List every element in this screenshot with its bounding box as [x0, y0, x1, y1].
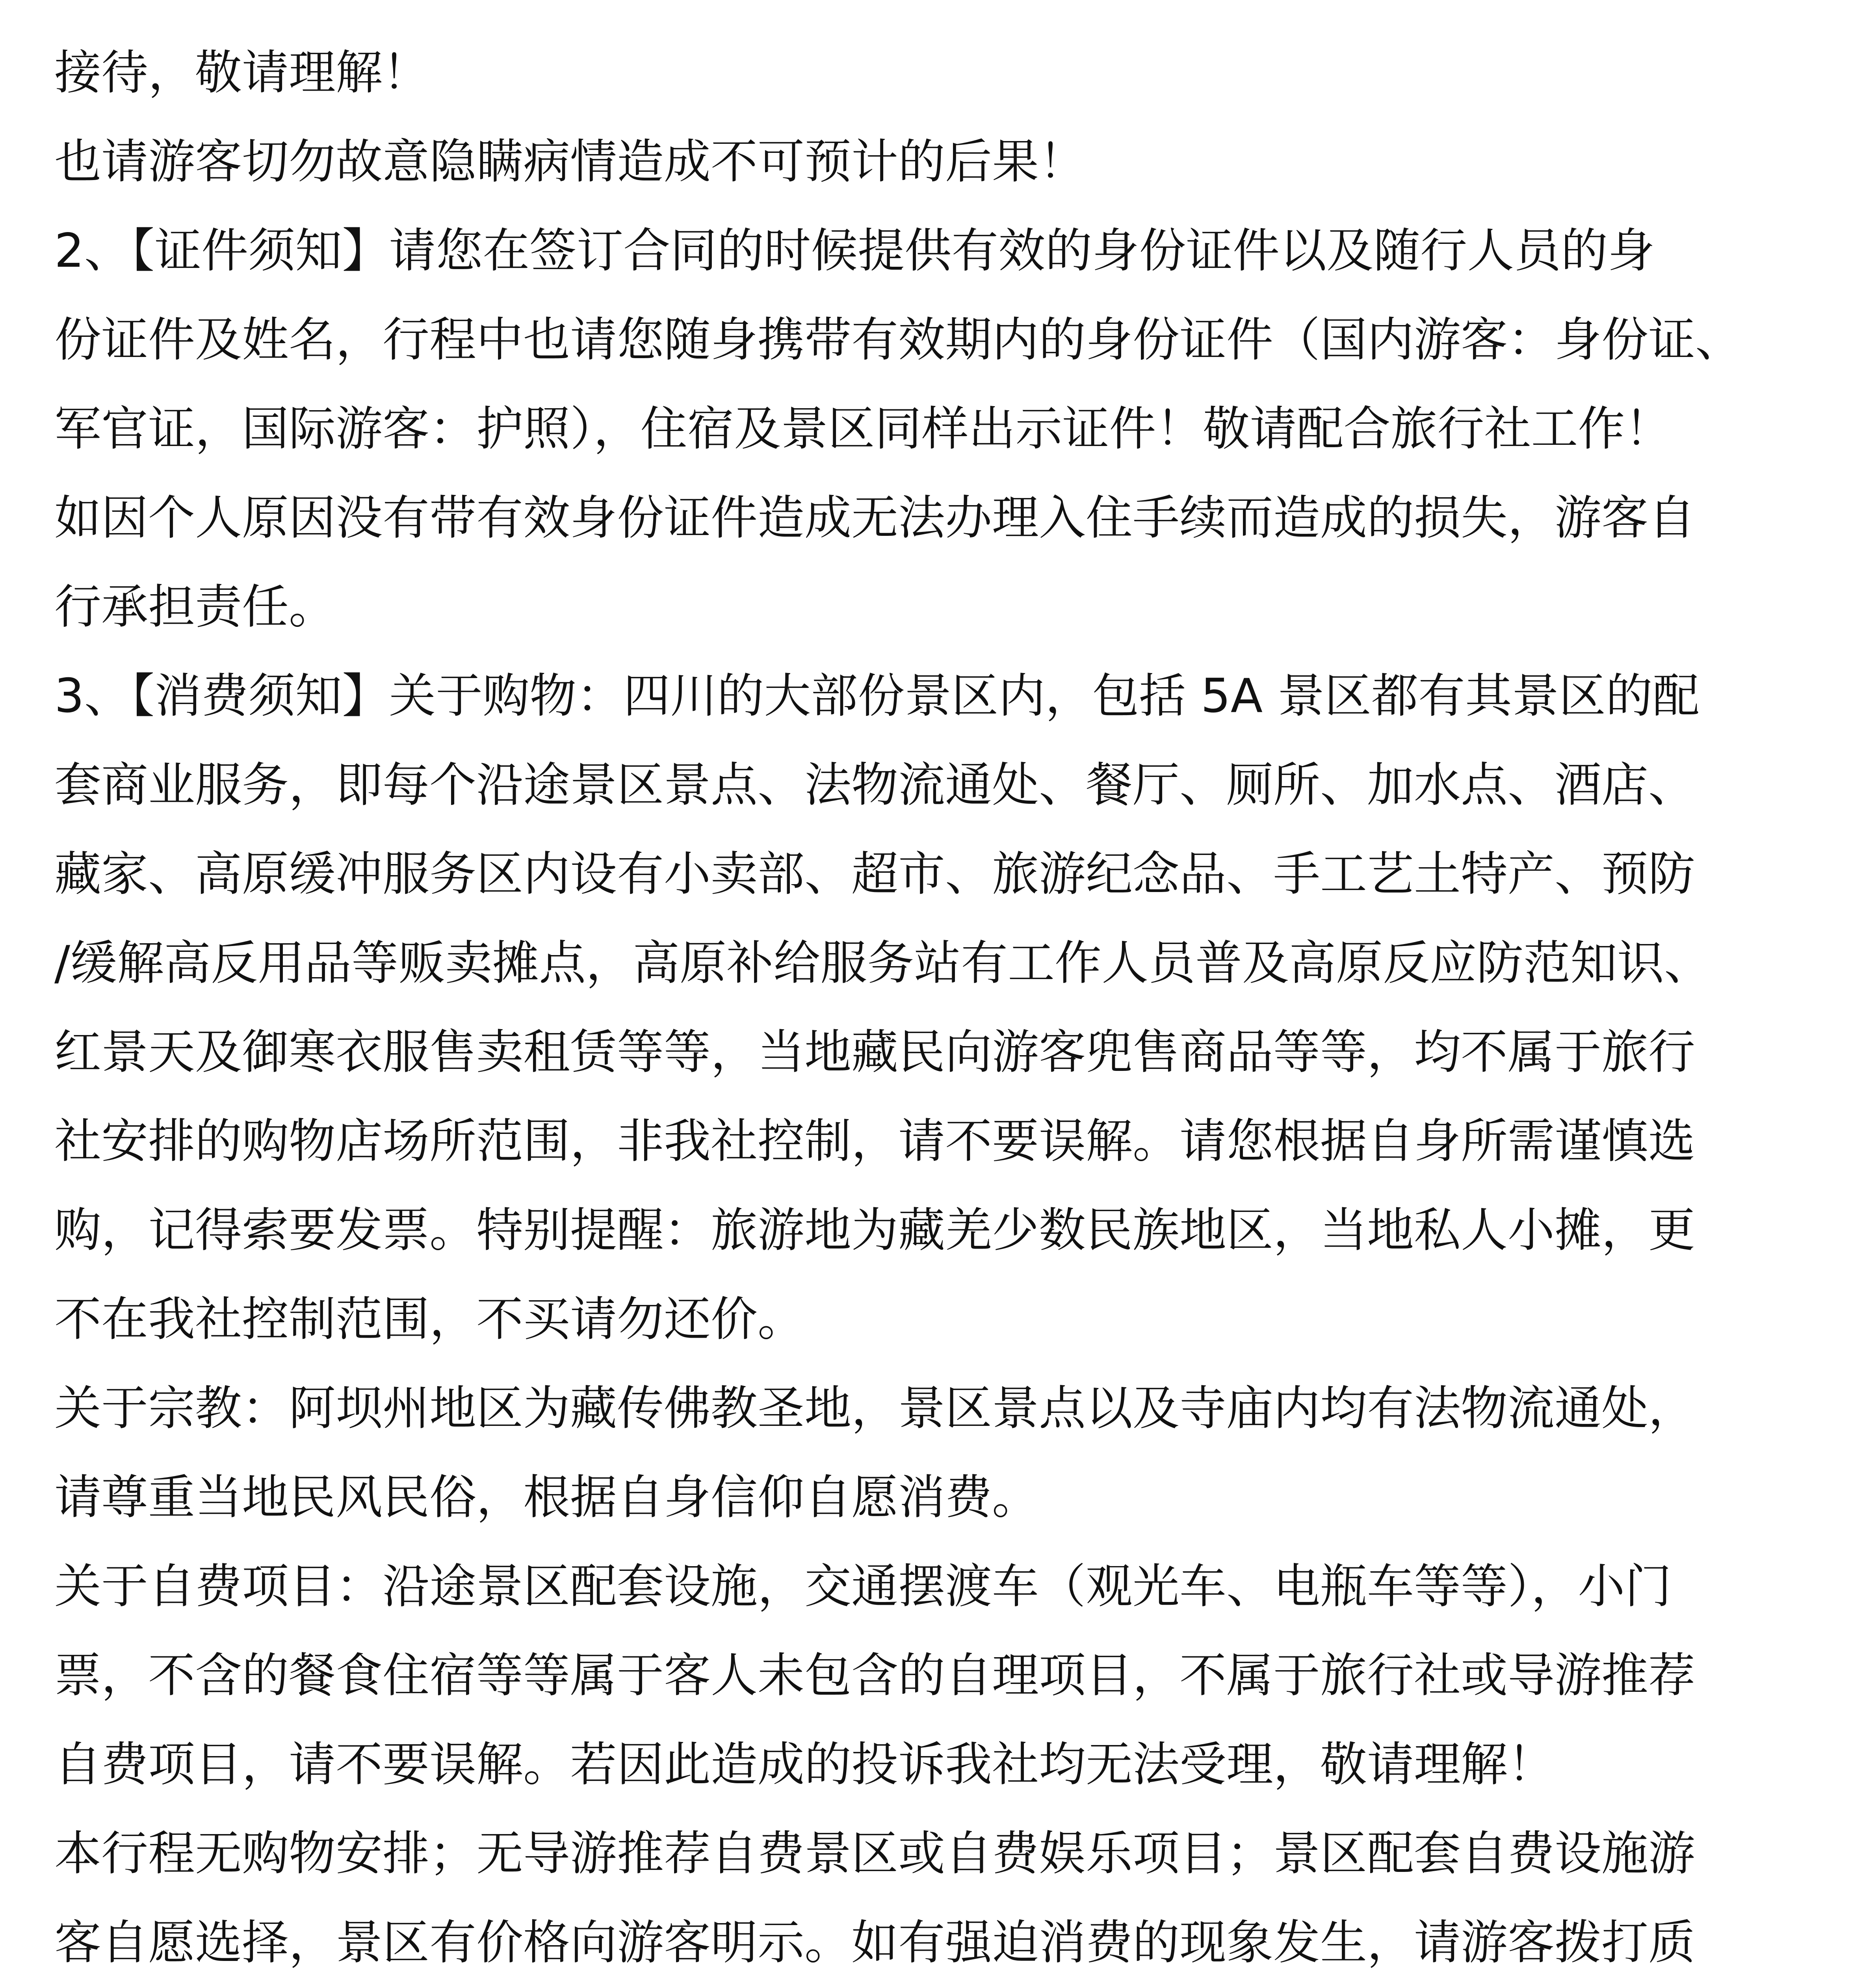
- document-body: [54, 28, 1822, 1970]
- text-line: 票，不含的餐食住宿等等属于客人未包含的自理项目，不属于旅行社或导游推荐: [54, 1648, 1695, 1703]
- text-line: 请尊重当地民风民俗，根据自身信仰自愿消费。: [54, 1470, 1039, 1525]
- text-line: 自费项目，请不要误解。若因此造成的投诉我社均无法受理，敬请理解！: [54, 1738, 1555, 1792]
- text-line: 关于宗教：阿坝州地区为藏传佛教圣地，景区景点以及寺庙内均有法物流通处，: [54, 1381, 1695, 1436]
- text-line: 社安排的购物店场所范围，非我社控制，请不要误解。请您根据自身所需谨慎选: [54, 1114, 1695, 1169]
- text-line: 购，记得索要发票。特别提醒：旅游地为藏羌少数民族地区，当地私人小摊，更: [54, 1203, 1695, 1258]
- text-line: 接待，敬请理解！: [54, 46, 429, 100]
- text-line: 行承担责任。: [54, 580, 336, 634]
- text-line: 本行程无购物安排；无导游推荐自费景区或自费娱乐项目；景区配套自费设施游: [54, 1827, 1695, 1881]
- text-line: 不在我社控制范围，不买请勿还价。: [54, 1292, 804, 1347]
- text-line: 红景天及御寒衣服售卖租赁等等，当地藏民向游客兜售商品等等，均不属于旅行: [54, 1025, 1695, 1080]
- text-line: /缓解高反用品等贩卖摊点，高原补给服务站有工作人员普及高原反应防范知识、: [54, 936, 1711, 991]
- text-line: 客自愿选择，景区有价格向游客明示。如有强迫消费的现象发生，请游客拨打质: [54, 1916, 1695, 1970]
- text-line: 如因个人原因没有带有效身份证件造成无法办理入住手续而造成的损失，游客自: [54, 491, 1695, 545]
- text-line: 也请游客切勿故意隐瞒病情造成不可预计的后果！: [54, 135, 1086, 189]
- text-line: 军官证，国际游客：护照），住宿及景区同样出示证件！敬请配合旅行社工作！: [54, 402, 1672, 456]
- text-line: 藏家、高原缓冲服务区内设有小卖部、超市、旅游纪念品、手工艺土特产、预防: [54, 847, 1695, 901]
- text-line: 2、【证件须知】请您在签订合同的时候提供有效的身份证件以及随行人员的身: [54, 224, 1655, 278]
- text-line: 套商业服务，即每个沿途景区景点、法物流通处、餐厅、厕所、加水点、酒店、: [54, 758, 1695, 812]
- text-line: 3、【消费须知】关于购物：四川的大部份景区内，包括 5A 景区都有其景区的配: [54, 669, 1700, 723]
- text-line: 关于自费项目：沿途景区配套设施，交通摆渡车（观光车、电瓶车等等），小门: [54, 1559, 1672, 1614]
- text-line: 份证件及姓名，行程中也请您随身携带有效期内的身份证件（国内游客：身份证、: [54, 313, 1742, 367]
